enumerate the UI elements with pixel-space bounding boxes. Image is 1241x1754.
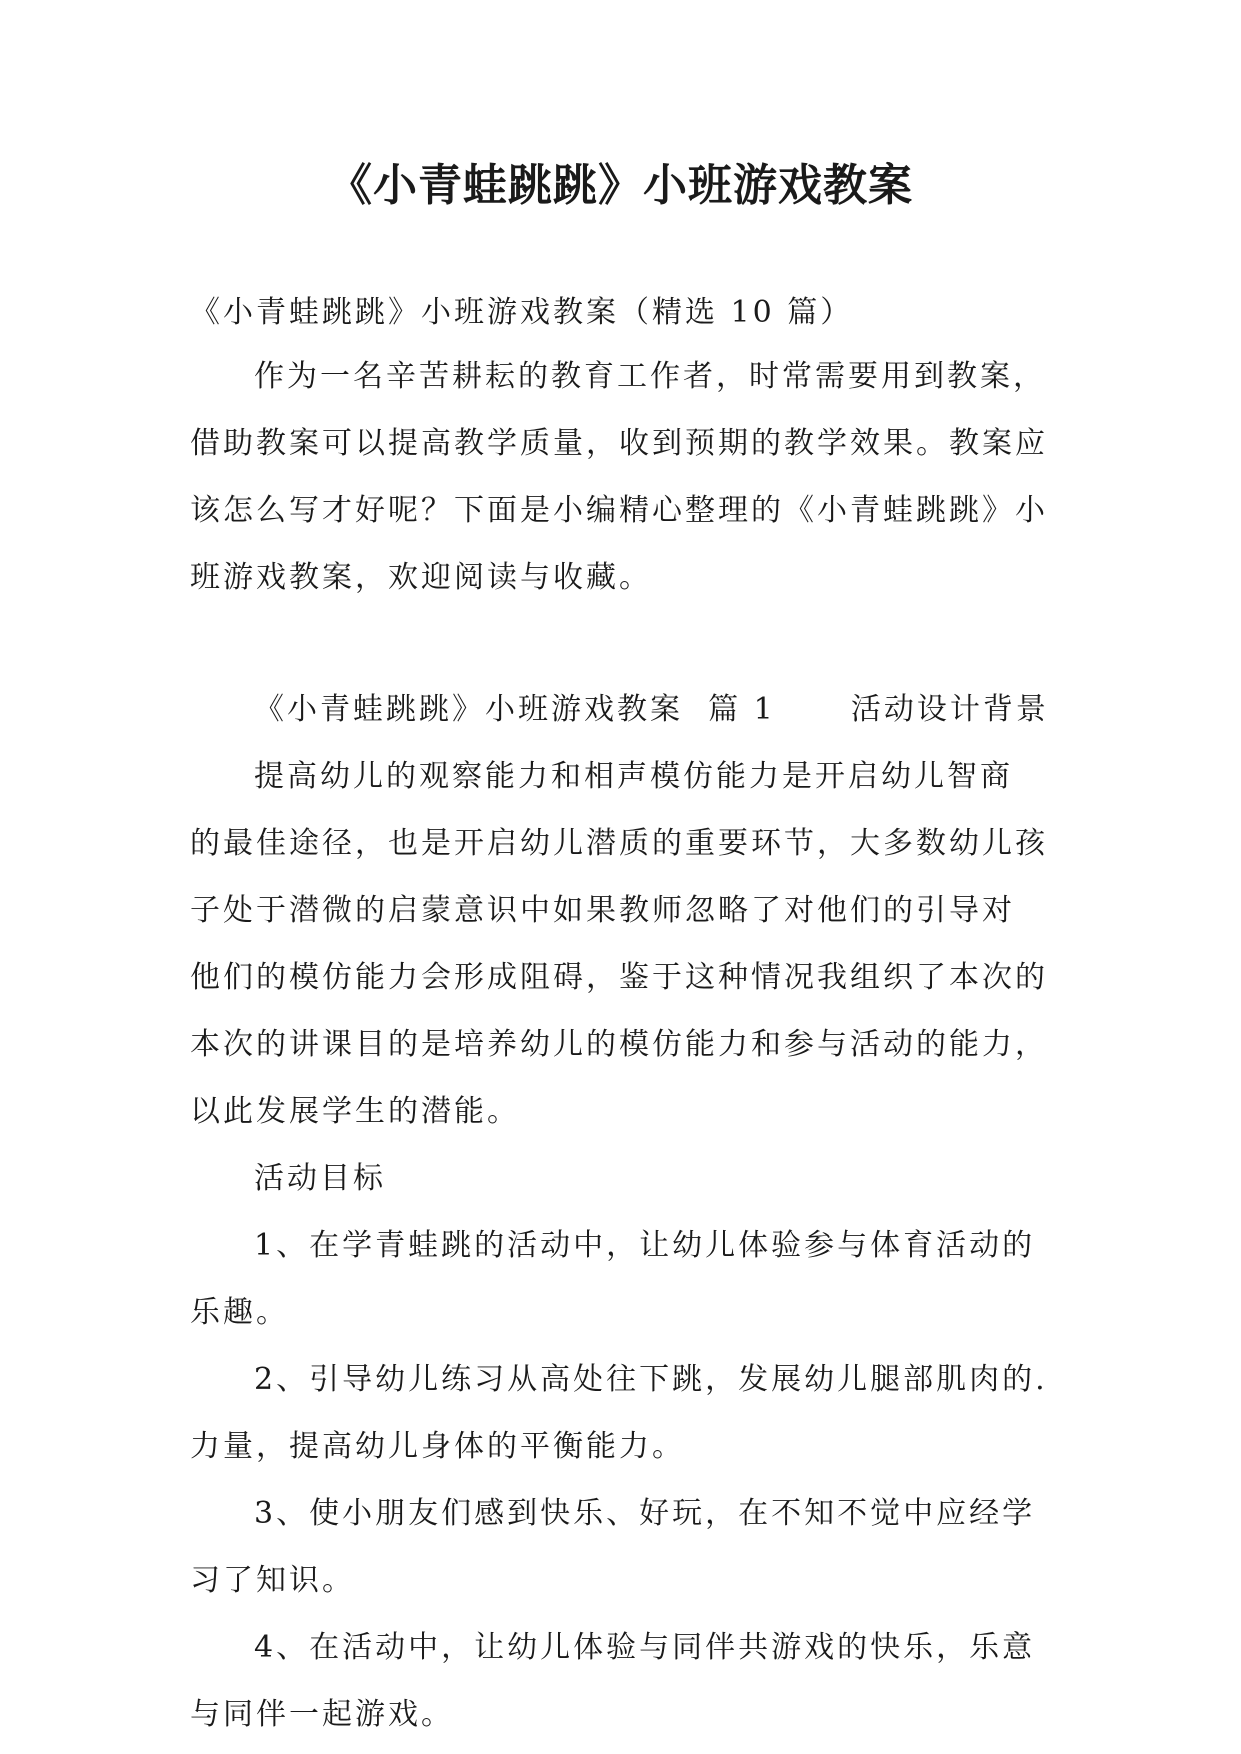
body-line: 提高幼儿的观察能力和相声模仿能力是开启幼儿智商	[254, 759, 1013, 794]
page-title: 《小青蛙跳跳》小班游戏教案	[328, 160, 913, 211]
subtitle: 《小青蛙跳跳》小班游戏教案（精选 10 篇）	[190, 295, 854, 330]
goal-line: 3、使小朋友们感到快乐、好玩，在不知不觉中应经学	[254, 1496, 1036, 1531]
body-line: 以此发展学生的潜能。	[190, 1094, 520, 1129]
body-line: 子处于潜微的启蒙意识中如果教师忽略了对他们的引导对	[190, 893, 1015, 928]
body-line: 他们的模仿能力会形成阻碍，鉴于这种情况我组织了本次的	[190, 960, 1048, 995]
intro-line: 该怎么写才好呢？下面是小编精心整理的《小青蛙跳跳》小	[190, 493, 1048, 528]
goal-line: 4、在活动中，让幼儿体验与同伴共游戏的快乐，乐意	[254, 1630, 1036, 1665]
intro-line: 作为一名辛苦耕耘的教育工作者，时常需要用到教案，	[254, 359, 1046, 394]
body-line: 本次的讲课目的是培养幼儿的模仿能力和参与活动的能力，	[190, 1027, 1048, 1062]
goal-line: 力量，提高幼儿身体的平衡能力。	[190, 1429, 685, 1464]
goal-line: 与同伴一起游戏。	[190, 1697, 454, 1732]
goal-line: 1、在学青蛙跳的活动中，让幼儿体验参与体育活动的	[254, 1228, 1036, 1263]
goal-line: 2、引导幼儿练习从高处往下跳，发展幼儿腿部肌肉的.	[254, 1362, 1048, 1397]
intro-line: 借助教案可以提高教学质量，收到预期的教学效果。教案应	[190, 426, 1048, 461]
goal-line: 乐趣。	[190, 1295, 289, 1330]
section-heading: 《小青蛙跳跳》小班游戏教案 篇 1 活动设计背景	[254, 692, 1049, 727]
goal-line: 习了知识。	[190, 1563, 355, 1598]
intro-line: 班游戏教案，欢迎阅读与收藏。	[190, 560, 652, 595]
body-line: 的最佳途径，也是开启幼儿潜质的重要环节，大多数幼儿孩	[190, 826, 1048, 861]
goals-heading: 活动目标	[254, 1161, 386, 1196]
